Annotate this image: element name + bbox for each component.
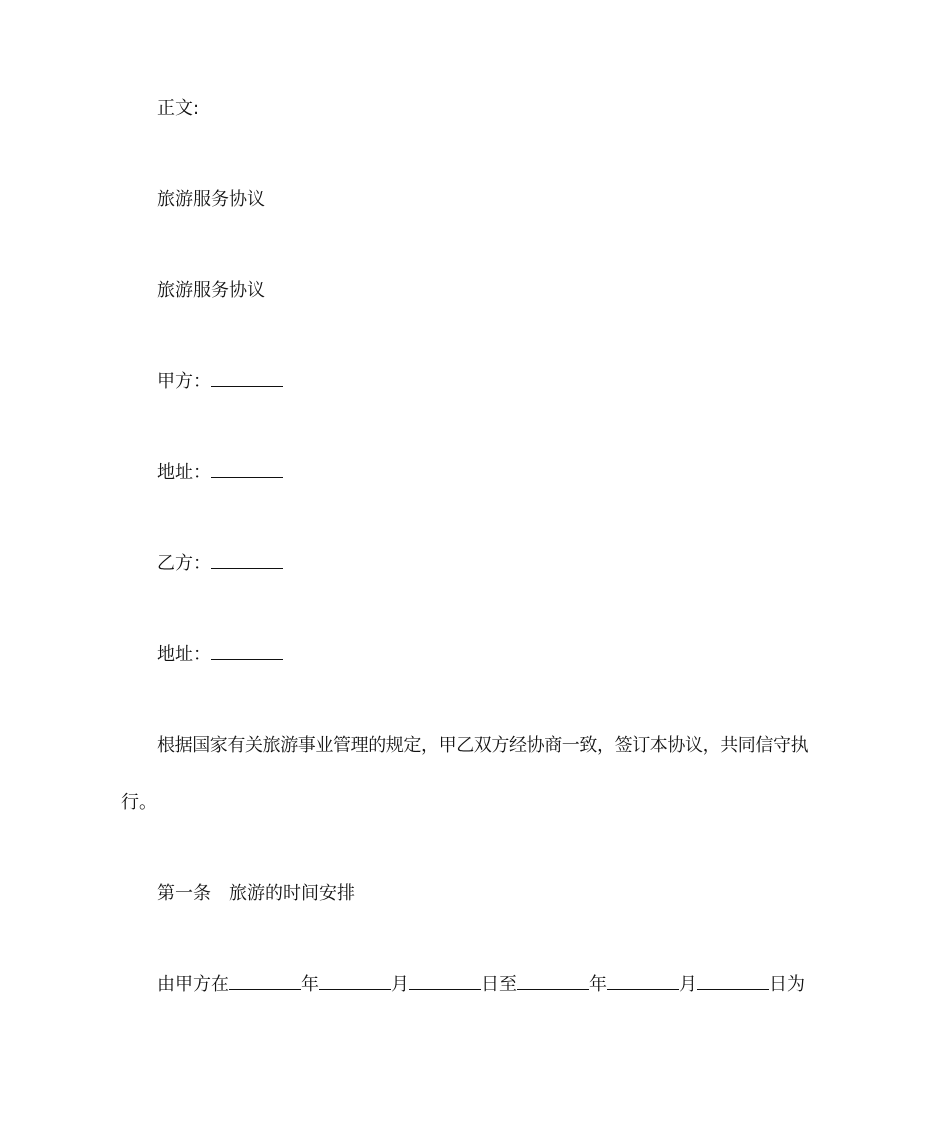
article-1-heading: [157, 883, 355, 905]
end-day-blank: [697, 974, 769, 990]
start-day-to-label: 日至: [481, 974, 517, 995]
start-day-blank: [409, 974, 481, 990]
article-1-number: 第一条: [157, 883, 211, 904]
end-month-blank: [607, 974, 679, 990]
start-month-blank: [319, 974, 391, 990]
party-b-line: [157, 553, 283, 575]
party-a-label: 甲方：: [157, 371, 211, 392]
party-a-address-line: [157, 462, 283, 484]
article-1-title: 旅游的时间安排: [229, 883, 355, 904]
party-b-blank: [211, 553, 283, 569]
schedule-line: [157, 974, 805, 996]
body-label: 正文:: [157, 98, 200, 119]
end-year-label: 年: [589, 974, 607, 995]
party-a-address-blank: [211, 462, 283, 478]
preamble-line-1: 根据国家有关旅游事业管理的规定，甲乙双方经协商一致，签订本协议，共同信守执: [157, 735, 809, 756]
party-b-address-blank: [211, 644, 283, 660]
party-b-address-line: [157, 644, 283, 666]
party-b-address-label: 地址：: [157, 644, 211, 665]
party-a-line: [157, 371, 283, 393]
preamble-line-2: 行。: [121, 792, 157, 813]
document-title: 旅游服务协议: [157, 189, 265, 210]
start-year-label: 年: [301, 974, 319, 995]
end-day-label: 日为: [769, 974, 805, 995]
schedule-prefix: 由甲方在: [157, 974, 229, 995]
party-a-blank: [211, 371, 283, 387]
party-a-address-label: 地址：: [157, 462, 211, 483]
end-month-label: 月: [679, 974, 697, 995]
start-year-blank: [229, 974, 301, 990]
agreement-title: 旅游服务协议: [157, 280, 265, 301]
end-year-blank: [517, 974, 589, 990]
party-b-label: 乙方：: [157, 553, 211, 574]
start-month-label: 月: [391, 974, 409, 995]
